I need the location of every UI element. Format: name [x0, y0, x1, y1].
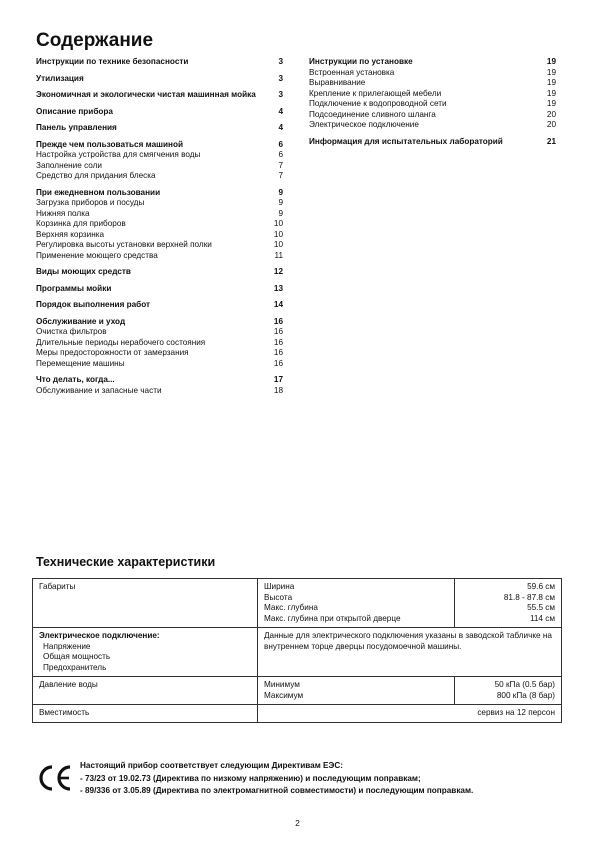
toc-entry	[36, 74, 283, 85]
toc-entry	[309, 78, 556, 89]
toc-section	[36, 317, 283, 370]
toc-entry-label: Встроенная установка	[309, 67, 395, 77]
toc-entry-label: Программы мойки	[36, 283, 112, 293]
spec-value: 81.8 - 87.8 см	[503, 592, 555, 602]
toc-entry	[36, 90, 283, 101]
toc-entry-label: Регулировка высоты установки верхней полки	[36, 240, 212, 249]
toc-entry-page: 16	[273, 327, 283, 336]
spec-note-electric: Данные для электрического подключения указаны в заводской табличке на внутреннем торце дверцы посудомоечной машины.	[258, 628, 562, 677]
toc-entry-page: 20	[546, 109, 556, 119]
toc-entry-page: 4	[278, 123, 283, 132]
toc-section	[36, 140, 283, 182]
specs-title: Технические характеристики	[36, 555, 216, 569]
toc-entry-page: 9	[278, 187, 283, 197]
toc-entry-label: Применение моющего средства	[36, 250, 158, 260]
toc-entry	[36, 359, 283, 370]
toc-section	[309, 57, 556, 131]
toc-entry	[309, 110, 556, 121]
toc-entry-label: Заполнение соли	[36, 160, 102, 170]
toc-entry-label: Что делать, когда...	[36, 375, 115, 384]
toc-entry	[36, 251, 283, 262]
toc-entry-label: Длительные периоды нерабочего состояния	[36, 337, 206, 347]
toc-entry	[36, 171, 283, 182]
toc-entry-page: 9	[278, 198, 283, 207]
toc-entry	[36, 123, 283, 134]
spec-label-water: Давление воды	[33, 677, 258, 705]
toc-entry	[36, 57, 283, 68]
toc-section	[36, 90, 283, 101]
toc-entry	[36, 327, 283, 338]
page-title: Содержание	[36, 30, 154, 51]
toc-section	[36, 300, 283, 311]
toc-entry-label: При ежедневном пользовании	[36, 187, 161, 197]
toc-entry-label: Виды моющих средств	[36, 267, 131, 276]
spec-label-capacity: Вместимость	[33, 705, 258, 723]
specs-table	[32, 578, 562, 723]
spec-key: Высота	[264, 592, 293, 602]
toc-entry	[36, 338, 283, 349]
toc-entry-label: Прежде чем пользоваться машиной	[36, 139, 184, 149]
toc-entry	[36, 219, 283, 230]
spec-sub-label: Напряжение	[43, 641, 91, 651]
toc-entry-page: 7	[278, 160, 283, 170]
toc-entry	[36, 198, 283, 209]
toc-entry	[309, 120, 556, 131]
spec-label-electric-title: Электрическое подключение:	[39, 631, 160, 640]
toc-entry-page: 10	[273, 240, 283, 249]
toc-entry	[36, 161, 283, 172]
spec-row-electric	[33, 628, 562, 677]
toc-entry-page: 6	[278, 150, 283, 159]
toc-entry-label: Электрическое подключение	[309, 120, 419, 129]
toc-entry	[36, 107, 283, 118]
toc-entry-page: 16	[273, 337, 283, 347]
toc-section	[36, 107, 283, 118]
toc-entry-page: 14	[273, 300, 283, 309]
toc-entry-label: Инструкции по технике безопасности	[36, 57, 189, 66]
toc-section	[36, 284, 283, 295]
toc-entry-label: Меры предосторожности от замерзания	[36, 348, 189, 357]
toc-entry-label: Выравнивание	[309, 78, 366, 87]
toc-entry-page: 10	[273, 229, 283, 239]
toc-section	[36, 123, 283, 134]
toc-entry-label: Настройка устройства для смягчения воды	[36, 150, 201, 159]
spec-label-electric	[33, 628, 258, 677]
toc-entry	[36, 240, 283, 251]
toc-entry-page: 17	[273, 375, 283, 384]
toc-entry	[36, 375, 283, 386]
toc-entry-page: 19	[546, 57, 556, 66]
toc-entry-page: 13	[273, 283, 283, 293]
toc-entry	[36, 317, 283, 328]
toc-entry-page: 3	[278, 57, 283, 66]
toc-entry-page: 21	[546, 136, 556, 146]
toc-entry-page: 16	[273, 348, 283, 357]
spec-sub-label: Предохранитель	[43, 662, 107, 672]
spec-value: 59.6 см	[527, 582, 555, 591]
toc-entry-page: 3	[278, 90, 283, 99]
toc-entry-label: Перемещение машины	[36, 358, 125, 368]
spec-sub-label: Общая мощность	[43, 652, 111, 661]
toc-entry-label: Обслуживание и запасные части	[36, 385, 162, 395]
toc-entry	[309, 57, 556, 68]
toc-entry-page: 19	[546, 78, 556, 87]
toc-section	[36, 74, 283, 85]
spec-value: 50 кПа (0.5 бар)	[494, 680, 555, 689]
spec-key: Ширина	[264, 582, 295, 591]
spec-key: Максимум	[264, 690, 304, 700]
toc-entry-page: 6	[278, 139, 283, 149]
toc-entry-page: 19	[546, 99, 556, 108]
toc-entry	[309, 68, 556, 79]
toc-entry	[36, 284, 283, 295]
toc-entry-page: 19	[546, 67, 556, 77]
spec-value: 114 см	[529, 613, 555, 623]
toc-entry-label: Экономичная и экологически чистая машинная мойка	[36, 90, 256, 99]
spec-row-water	[33, 677, 562, 705]
toc-entry-label: Очистка фильтров	[36, 327, 107, 336]
toc-entry-label: Средство для придания блеска	[36, 171, 156, 180]
toc-entry-page: 3	[278, 73, 283, 83]
spec-value-capacity: сервиз на 12 персон	[258, 705, 562, 723]
toc-entry	[36, 267, 283, 278]
spec-key: Минимум	[264, 680, 300, 689]
spec-keys-water	[258, 677, 455, 705]
toc-entry	[36, 188, 283, 199]
toc-section	[309, 137, 556, 148]
toc-entry-page: 4	[278, 106, 283, 116]
toc-entry-page: 11	[274, 250, 283, 260]
toc-entry-label: Информация для испытательных лабораторий	[309, 136, 503, 146]
page-number: 2	[295, 818, 300, 828]
toc-entry-page: 20	[546, 120, 556, 129]
toc-section	[36, 375, 283, 396]
compliance-line: - 89/336 от 3.05.89 (Директива по электромагнитной совместимости) и последующим поправкам.	[80, 786, 474, 795]
toc-entry-label: Загрузка приборов и посуды	[36, 198, 145, 207]
spec-row-capacity	[33, 705, 562, 723]
toc-entry-page: 18	[273, 385, 283, 395]
compliance-line: - 73/23 от 19.02.73 (Директива по низкому напряжению) и последующим поправкам;	[80, 773, 421, 783]
spec-value: 55.5 см	[527, 603, 555, 612]
toc-entry	[309, 137, 556, 148]
compliance-notes	[80, 760, 473, 798]
toc-entry	[36, 230, 283, 241]
toc-entry	[36, 209, 283, 220]
toc-entry-label: Описание прибора	[36, 106, 113, 116]
toc-entry	[36, 140, 283, 151]
toc-entry-label: Порядок выполнения работ	[36, 300, 151, 309]
toc-entry	[36, 300, 283, 311]
toc-entry-label: Подсоединение сливного шланга	[309, 109, 436, 119]
toc-section	[36, 267, 283, 278]
toc-entry-page: 16	[273, 358, 283, 368]
compliance-line: Настоящий прибор соответствует следующим Директивам ЕЭС:	[80, 761, 343, 770]
spec-values-water	[455, 677, 562, 705]
toc-entry-label: Верхняя корзинка	[36, 229, 105, 239]
toc-entry	[36, 150, 283, 161]
toc-right-column	[309, 57, 556, 153]
toc-entry-label: Обслуживание и уход	[36, 316, 126, 326]
toc-entry-page: 10	[273, 219, 283, 228]
toc-entry-label: Панель управления	[36, 123, 117, 132]
toc-entry-label: Подключение к водопроводной сети	[309, 99, 447, 108]
toc-entry	[309, 89, 556, 100]
toc-entry-page: 12	[273, 267, 283, 276]
spec-values-dimensions	[455, 579, 562, 628]
toc-entry-label: Крепление к прилегающей мебели	[309, 88, 442, 98]
spec-keys-dimensions	[258, 579, 455, 628]
toc-entry-label: Нижняя полка	[36, 208, 90, 218]
spec-value: 800 кПа (8 бар)	[496, 690, 555, 700]
toc-section	[36, 57, 283, 68]
spec-label-dimensions: Габариты	[33, 579, 258, 628]
toc-entry	[309, 99, 556, 110]
toc-entry-page: 9	[278, 208, 283, 218]
toc-entry-label: Утилизация	[36, 73, 84, 83]
toc-entry	[36, 348, 283, 359]
spec-key: Макс. глубина	[264, 603, 318, 612]
toc-entry-label: Инструкции по установке	[309, 57, 413, 66]
spec-row-dimensions	[33, 579, 562, 628]
spec-key: Макс. глубина при открытой дверце	[264, 613, 401, 623]
toc-section	[36, 188, 283, 262]
toc-entry	[36, 386, 283, 397]
toc-entry-page: 19	[546, 88, 556, 98]
toc-left-column	[36, 57, 283, 402]
ce-mark-icon	[36, 764, 74, 792]
toc-entry-label: Корзинка для приборов	[36, 219, 126, 228]
toc-entry-page: 7	[278, 171, 283, 180]
toc-entry-page: 16	[273, 316, 283, 326]
